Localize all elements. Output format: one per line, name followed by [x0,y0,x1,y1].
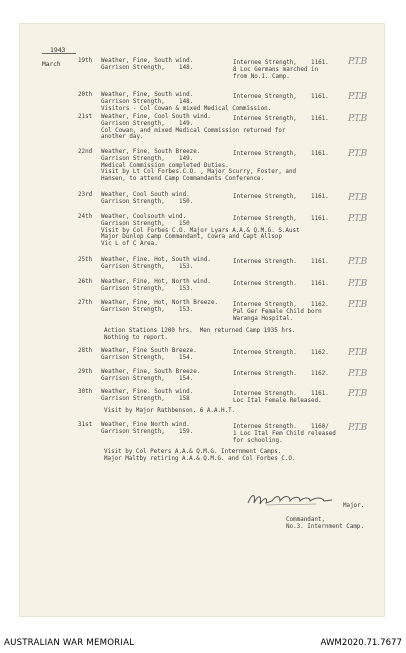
entry-line: Weather, Fine, South Breeze. [101,369,201,375]
note-30: Visit by Major Rathbenson. 6 A.A.H.T. [104,408,236,414]
entry-day: 27th [78,300,93,306]
initials-stamp: P.T.B [348,300,367,310]
entry-internee-note: 1 Loc Ital Fem Child released [233,430,336,437]
entry-day: 19th [78,58,93,64]
entry-internee-note: Internee Strength, 1161. [233,94,329,100]
entry-line: Garrison Strength, 150 [101,220,190,227]
initials-stamp: P.T.B [348,92,367,102]
entry-line: Visit by Col Forbes C.O. Major Lyars A.A.& Q.M.G. S.Aust [101,227,300,234]
entry-line: Garrison Strength, 149. [101,120,194,127]
entry-internee-note: Internee Strength, 1161. [233,60,329,66]
note-27-line-2: Nothing to report. [104,335,168,341]
entry-line: Visitors - Col Cowan & mixed Medical Commission. [101,105,272,112]
entry-line: Weather, Fine, Hot, North Breeze. [101,300,219,306]
entry-line: Weather, Cool South wind. [101,192,190,198]
entry-line: Garrison Strength, 149. [101,155,194,162]
entry-day: 20th [78,92,93,98]
entry-internee-note: Internee Strength. 1162. [233,371,329,377]
initials-stamp: P.T.B [348,423,367,433]
entry-line: Garrison Strength, 153. [101,263,194,270]
entry-internee-note: Internee Strength. 1161. [233,281,329,287]
initials-stamp: P.T.B [348,279,367,289]
entry-line: Garrison Strength, 148. [101,64,194,71]
entry-line: Weather, Fine, Hot, North wind. [101,279,211,285]
initials-stamp: P.T.B [348,57,367,67]
entry-day: 24th [78,214,93,220]
initials-stamp: P.T.B [348,214,367,224]
entry-internee-note: Internee Strength. 1161. [233,391,329,397]
entry-line: Vic L of C Area. [101,241,158,248]
entry-internee-note: Internee Strength. 1160/ [233,424,329,430]
entry-line: Weather, Fine, South wind. [101,58,194,64]
footer-credit: AUSTRALIAN WAR MEMORIAL [4,638,135,648]
image-footer [0,632,406,653]
entry-line: another day. [101,134,144,141]
entry-day: 23rd [78,192,93,198]
entry-day: 29th [78,369,93,375]
entry-internee-note: Internee Strength. 1161. [233,259,329,265]
entry-day: 30th [78,389,93,395]
initials-stamp: P.T.B [348,369,367,379]
note-31-line-1: Visit by Col Peters A.A.& Q.M.G. Internment Camps. [104,449,282,455]
entry-day: 26th [78,279,93,285]
entry-line: Weather, Fine. South wind. [101,389,194,395]
entry-line: Weather, Coolsouth wind. [101,214,187,220]
initials-stamp: P.T.B [348,257,367,267]
initials-stamp: P.T.B [348,114,367,124]
entry-internee-note: Internee Strength, 1162. [233,302,329,308]
entry-internee-note: Pal Ger Female Child born [233,308,322,315]
entry-line: Col Cowan, and mixed Medical Commission returned for [101,127,286,134]
note-31-line-2: Major Maltby retiring A.A.& Q.M.G. and Col Forbes C.O. [104,456,296,462]
entry-internee-note: from No.1. Camp. [233,73,290,80]
entry-internee-note: Loc Ital Female Released. [233,397,322,404]
entry-day: 28th [78,348,93,354]
footer-catalog-id: AWM2020.71.7677 [320,638,402,648]
entry-line: Weather, Fine, Cool South wind. [101,114,211,120]
entry-internee-note: Internee Strength, 1161. [233,151,329,157]
entry-day: 31st [78,422,93,428]
entry-internee-note: Internee Strength, 1161. [233,216,329,222]
entry-line: Hansen, to attend Camp Commandants Conference. [101,176,265,183]
entry-line: Medical Commission completed Duties. [101,162,229,169]
entry-line: Garrison Strength, 153. [101,285,194,292]
note-27-line-1: Action Stations 1200 hrs. Men returned Camp 1935 hrs. [104,328,296,334]
entry-day: 21st [78,114,93,120]
entry-line: Garrison Strength, 154. [101,375,194,382]
handwritten-signature [246,489,342,511]
initials-stamp: P.T.B [348,348,367,358]
entry-line: Garrison Strength, 158 [101,395,190,402]
signature-title-2: No.3. Internment Camp. [286,524,365,530]
entry-line: Weather, Fine, South Breeze. [101,149,201,155]
entry-day: 25th [78,257,93,263]
entry-line: Garrison Strength, 159. [101,428,194,435]
entry-internee-note: Internee Strength, 1161. [233,194,329,200]
entry-line: Weather, Fine, South wind. [101,92,194,98]
entry-line: Garrison Strength, 153. [101,306,194,313]
signature-rank: Major. [343,503,365,509]
entry-line: Weather, Fine South Breeze. [101,348,197,354]
entry-line: Weather, Fine. Hot, South wind. [101,257,211,263]
signature-title-1: Commandant, [286,517,326,523]
initials-stamp: P.T.B [348,193,367,203]
entry-line: Visit by Lt Col Forbes.C.O. , Major Scurry, Foster, and [101,169,297,176]
entry-line: Weather, Fine North wind. [101,422,190,428]
month-label: March [42,61,61,68]
entry-internee-note: 8 Loc Germans marched in [233,66,319,73]
entry-internee-note: Internee Strength. 1162. [233,350,329,356]
entry-day: 22nd [78,149,93,155]
entry-line: Major Dunlop Camp Commandant, Cowra and Capt Allsop [101,234,282,241]
entry-line: Garrison Strength, 148. [101,98,194,105]
year-underline [42,53,76,54]
initials-stamp: P.T.B [348,149,367,159]
entry-internee-note: Waranga Hospital. [233,315,294,322]
entry-line: Garrison Strength, 150. [101,198,194,205]
initials-stamp: P.T.B [348,389,367,399]
year-heading: 1943 [50,46,66,54]
entry-internee-note: for schooling. [233,437,283,444]
entry-internee-note: Internee Strength, 1161. [233,116,329,122]
entry-line: Garrison Strength, 154. [101,354,194,361]
